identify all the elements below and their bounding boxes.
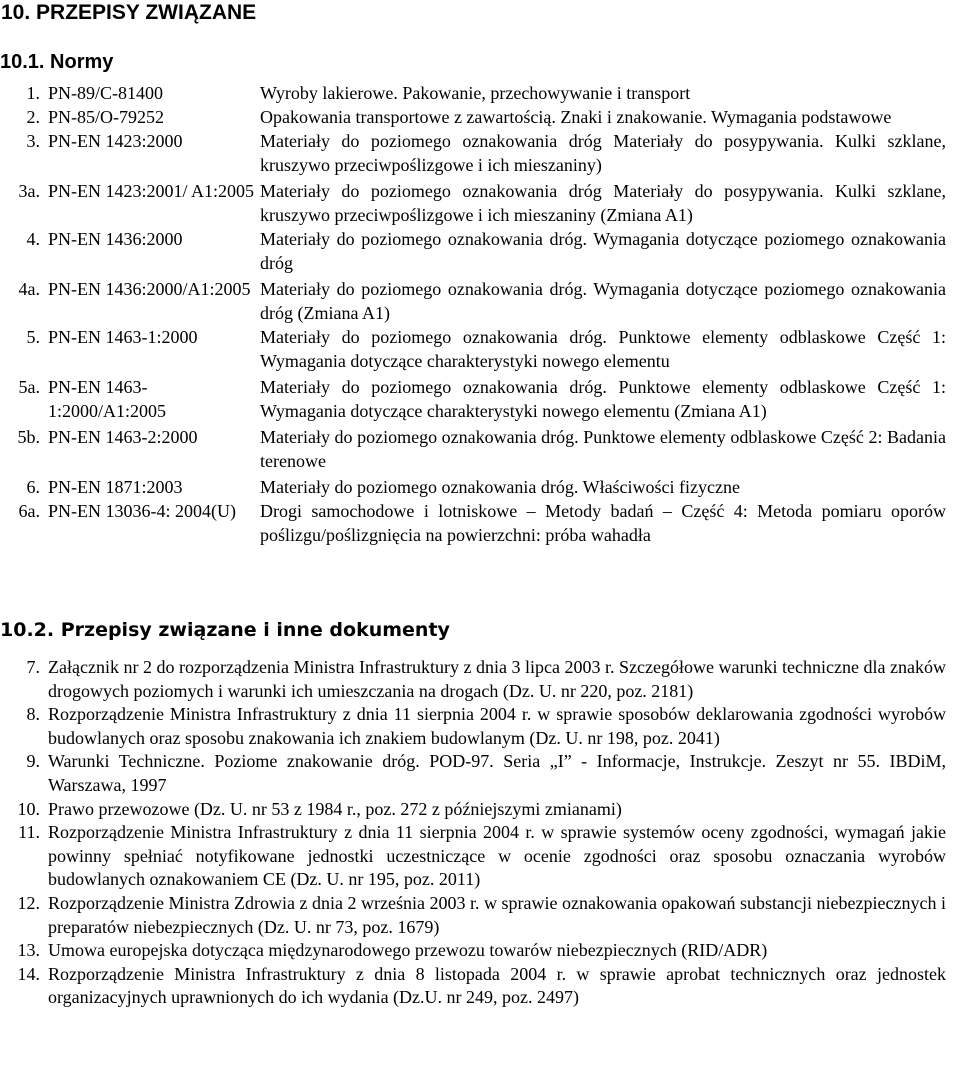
item-text: Rozporządzenie Ministra Infrastruktury z dnia 11 sierpnia 2004 r. w sprawie sposobów deklarowania zgodności wyrobów budowlanych oraz sposobu znakowania ich znakiem budowlanym (Dz. U. nr 198, poz. 2041) [48,704,946,748]
item-text: Rozporządzenie Ministra Zdrowia z dnia 2 września 2003 r. w sprawie oznakowania opakowań substancji niebezpiecznych i preparatów niebezpiecznych (Dz. U. nr 73, poz. 1679) [48,892,946,937]
norm-description: Materiały do poziomego oznakowania dróg. Właściwości fizyczne [260,477,740,497]
item-text: Rozporządzenie Ministra Infrastruktury z dnia 11 sierpnia 2004 r. w sprawie systemów oceny zgodności, wymagań jakie powinny spełniać notyfikowane jednostki uczestniczące w ocenie zgodności oraz sposobu oznaczania wyrobów budowlanych oznakowaniem CE (Dz. U. nr 195, poz. 2011) [48,822,946,890]
item-number: 7. [26,657,40,677]
norm-number: 4. [26,229,40,249]
list-item [0,821,946,892]
norm-row [0,275,946,325]
list-item [0,892,946,939]
norm-row [0,227,946,275]
norm-description: Materiały do poziomego oznakowania dróg Materiały do posypywania. Kulki szklane, kruszywo przeciwpoślizgowe i ich mieszaniny (Zmiana A1) [260,181,946,225]
norm-description: Materiały do poziomego oznakowania dróg. Wymagania dotyczące poziomego oznakowania dróg (Zmiana A1) [260,279,946,323]
norm-number: 1. [26,83,40,103]
list-item [0,656,946,703]
section-heading-norms: 10.1. Normy [0,51,114,73]
list-item [0,963,946,1010]
norm-description: Opakowania transportowe z zawartością. Znaki i znakowanie. Wymagania podstawowe [260,107,892,127]
norm-code: PN-89/C-81400 [48,83,164,103]
norm-row [0,325,946,373]
norm-number: 5a. [18,377,40,397]
norm-number: 6. [26,477,40,497]
norm-code: PN-EN 1463-2:2000 [48,427,198,447]
norm-description: Materiały do poziomego oznakowania dróg. Punktowe elementy odblaskowe Część 1: Wymagania dotyczące charakterystyki nowego elementu (Zmiana A1) [260,377,946,421]
norms-table [0,81,946,547]
norm-row [0,81,946,105]
list-item [0,750,946,797]
item-text: Umowa europejska dotycząca międzynarodowego przewozu towarów niebezpiecznych (RID/ADR) [48,940,768,961]
norm-row [0,423,946,473]
item-number: 11. [18,822,40,843]
norm-description: Materiały do poziomego oznakowania dróg. Wymagania dotyczące poziomego oznakowania dróg [260,229,946,273]
norm-row [0,177,946,227]
norm-description: Materiały do poziomego oznakowania dróg. Punktowe elementy odblaskowe Część 1: Wymagania dotyczące charakterystyki nowego elementu [260,327,946,371]
norm-number: 5b. [17,427,40,447]
related-documents-list [0,656,946,1010]
item-number: 10. [17,798,40,819]
norm-row [0,373,946,423]
norm-code: PN-EN 1423:2000 [48,131,183,151]
norm-code: PN-EN 1463-1:2000/A1:2005 [48,377,167,421]
norm-number: 2. [26,107,40,127]
norm-row [0,499,946,547]
item-number: 8. [26,704,40,725]
list-item [0,703,946,750]
norm-code: PN-EN 1871:2003 [48,477,183,497]
norm-row [0,473,946,499]
norm-number: 3. [26,131,40,151]
list-item [0,798,946,822]
norm-description: Materiały do poziomego oznakowania dróg. Punktowe elementy odblaskowe Część 2: Badania terenowe [260,427,946,471]
item-text: Załącznik nr 2 do rozporządzenia Ministra Infrastruktury z dnia 3 lipca 2003 r. Szczegółowe warunki techniczne dla znaków drogowych poziomych i warunki ich umieszczania na drogach (Dz. U. nr 220, poz. 2181) [48,657,946,701]
norm-row [0,105,946,129]
item-number: 14. [17,963,40,984]
norm-description: Drogi samochodowe i lotniskowe – Metody badań – Część 4: Metoda pomiaru oporów poślizgu/poślizgnięcia na powierzchni: próba wahadła [260,501,946,545]
norm-description: Materiały do poziomego oznakowania dróg Materiały do posypywania. Kulki szklane, kruszywo przeciwpoślizgowe i ich mieszaniny) [260,131,946,175]
norm-description: Wyroby lakierowe. Pakowanie, przechowywanie i transport [260,83,691,103]
norm-code: PN-EN 1463-1:2000 [48,327,198,347]
norm-code: PN-EN 13036-4: 2004(U) [48,501,236,521]
norm-number: 5. [26,327,40,347]
norm-number: 3a. [18,181,40,201]
chapter-heading: 10. PRZEPISY ZWIĄZANE [1,1,257,24]
item-number: 12. [17,892,40,913]
item-text: Warunki Techniczne. Poziome znakowanie dróg. POD-97. Seria „I” - Informacje, Instrukcje. Zeszyt nr 55. IBDiM, Warszawa, 1997 [48,751,946,795]
item-number: 9. [26,751,40,772]
norm-code: PN-EN 1436:2000 [48,229,183,249]
norm-code: PN-EN 1423:2001/ A1:2005 [48,181,255,201]
norm-code: PN-85/O-79252 [48,107,164,127]
item-text: Rozporządzenie Ministra Infrastruktury z dnia 8 listopada 2004 r. w sprawie aprobat technicznych oraz jednostek organizacyjnych uprawnionych do ich wydania (Dz.U. nr 249, poz. 2497) [48,963,946,1008]
norm-number: 6a. [18,501,40,521]
norm-number: 4a. [18,279,40,299]
norm-code: PN-EN 1436:2000/A1:2005 [48,279,251,299]
norm-row [0,129,946,177]
list-item [0,939,946,963]
item-text: Prawo przewozowe (Dz. U. nr 53 z 1984 r., poz. 272 z późniejszymi zmianami) [48,798,622,819]
section-heading-related-documents: 10.2. Przepisy związane i inne dokumenty [0,619,450,641]
item-number: 13. [17,940,40,961]
